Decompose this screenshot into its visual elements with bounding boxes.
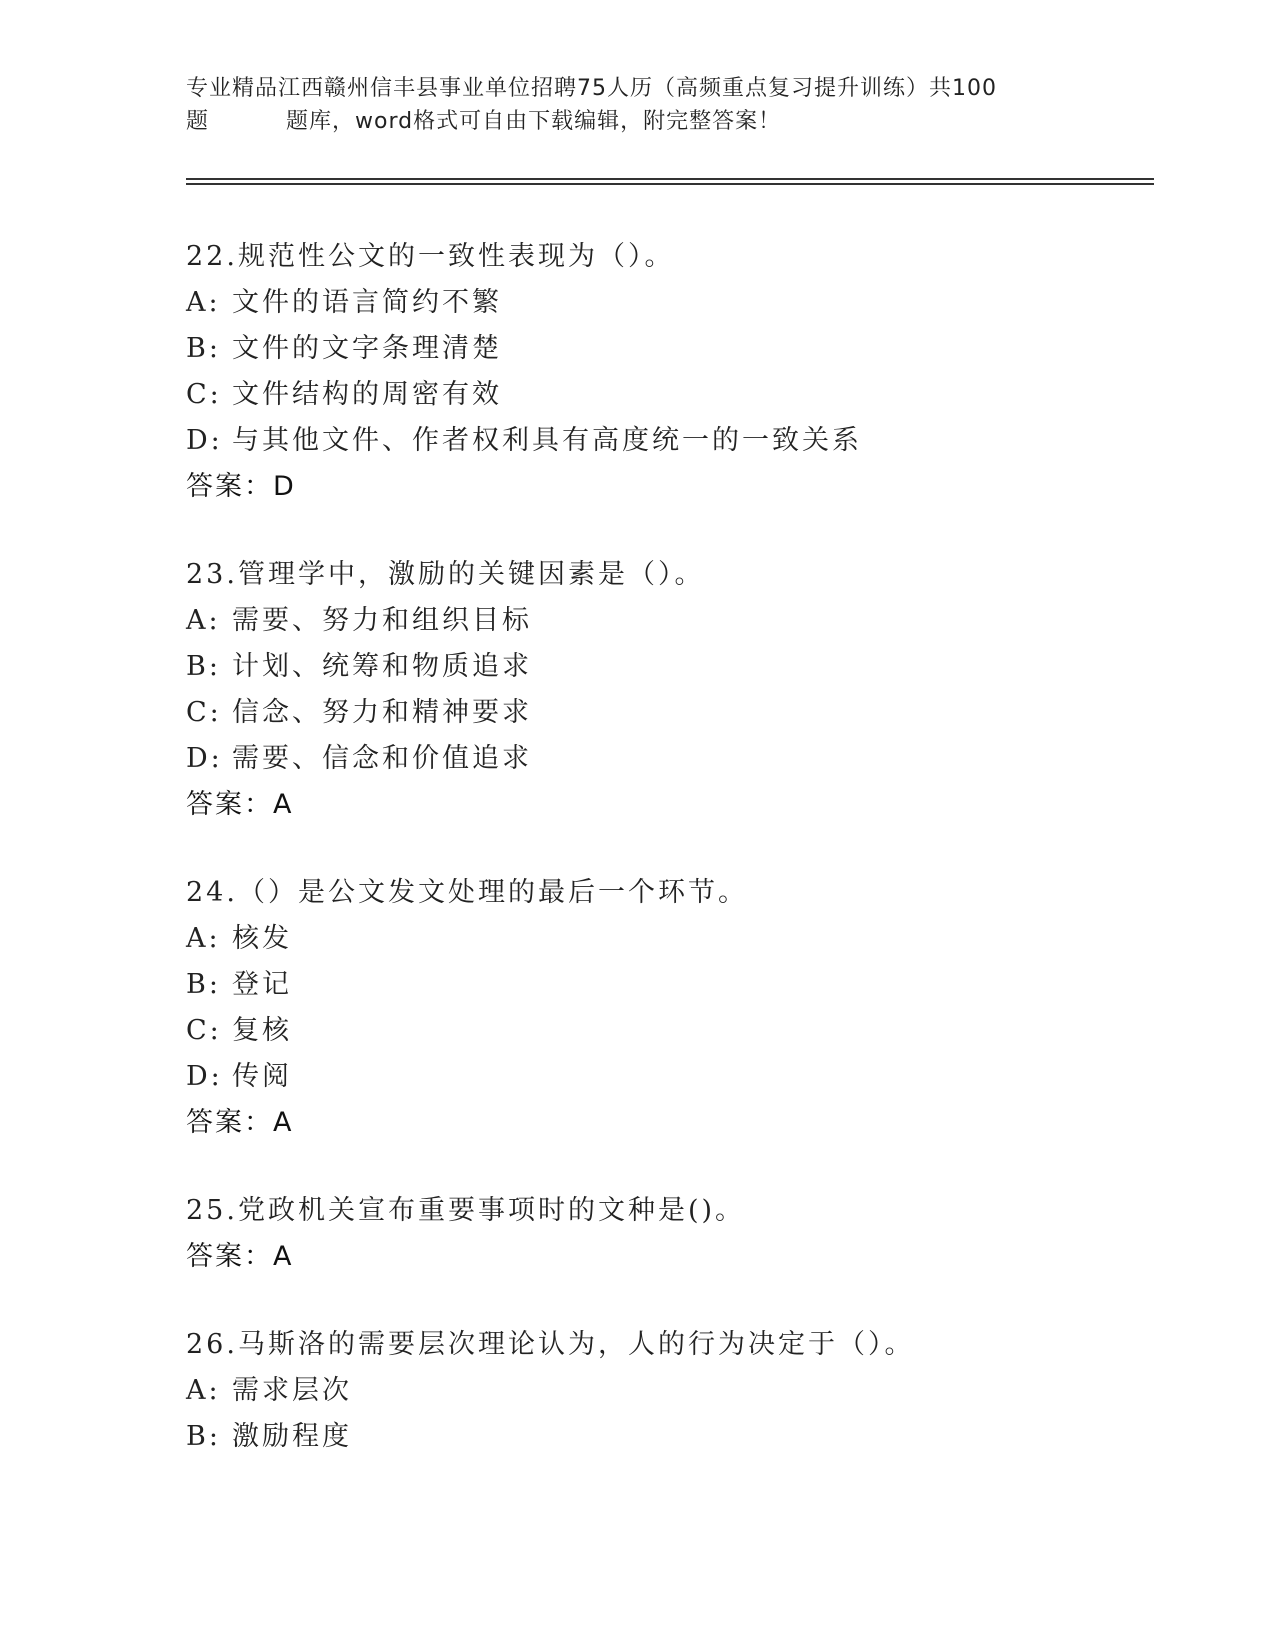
option-text: 需要、信念和价值追求 xyxy=(232,743,532,774)
option-d xyxy=(186,418,1154,464)
option-c xyxy=(186,1008,1154,1054)
option-letter: D: xyxy=(186,1061,223,1092)
header-line-1: 专业精品江西赣州信丰县事业单位招聘75人历（高频重点复习提升训练）共100 xyxy=(186,76,997,101)
option-text: 信念、努力和精神要求 xyxy=(232,697,532,728)
option-letter: C: xyxy=(186,379,222,410)
option-letter: C: xyxy=(186,697,222,728)
option-letter: D: xyxy=(186,425,223,456)
answer-label: 答案：A xyxy=(186,789,294,820)
option-text: 登记 xyxy=(232,969,292,1000)
question-25 xyxy=(186,1188,1154,1280)
option-text: 需求层次 xyxy=(232,1375,352,1406)
option-text: 传阅 xyxy=(232,1061,292,1092)
option-letter: B: xyxy=(186,333,221,364)
option-letter: A: xyxy=(186,287,221,318)
option-b xyxy=(186,326,1154,372)
option-letter: C: xyxy=(186,1015,222,1046)
option-text: 计划、统筹和物质追求 xyxy=(232,651,532,682)
question-26 xyxy=(186,1322,1154,1460)
option-text: 文件结构的周密有效 xyxy=(232,379,502,410)
answer-label: 答案：A xyxy=(186,1107,294,1138)
header-line-2-right: 题库，word格式可自由下载编辑，附完整答案！ xyxy=(286,109,782,134)
question-stem: 23.管理学中，激励的关键因素是（）。 xyxy=(186,559,705,590)
option-a xyxy=(186,1368,1154,1414)
option-d xyxy=(186,736,1154,782)
question-list xyxy=(186,234,1154,1502)
option-text: 与其他文件、作者权利具有高度统一的一致关系 xyxy=(232,425,862,456)
question-23 xyxy=(186,552,1154,828)
option-a xyxy=(186,916,1154,962)
option-a xyxy=(186,598,1154,644)
question-stem: 22.规范性公文的一致性表现为（）。 xyxy=(186,241,675,272)
option-d xyxy=(186,1054,1154,1100)
option-b xyxy=(186,962,1154,1008)
option-text: 文件的文字条理清楚 xyxy=(232,333,502,364)
option-text: 激励程度 xyxy=(232,1421,352,1452)
option-b xyxy=(186,1414,1154,1460)
option-letter: A: xyxy=(186,1375,221,1406)
document-header xyxy=(186,72,1086,138)
question-24 xyxy=(186,870,1154,1146)
header-divider-top xyxy=(186,178,1154,180)
question-22 xyxy=(186,234,1154,510)
option-letter: B: xyxy=(186,1421,221,1452)
option-letter: B: xyxy=(186,969,221,1000)
question-stem: 26.马斯洛的需要层次理论认为，人的行为决定于（）。 xyxy=(186,1329,915,1360)
option-a xyxy=(186,280,1154,326)
option-letter: D: xyxy=(186,743,223,774)
option-text: 核发 xyxy=(232,923,292,954)
option-text: 需要、努力和组织目标 xyxy=(232,605,532,636)
answer-label: 答案：D xyxy=(186,471,296,502)
option-b xyxy=(186,644,1154,690)
header-divider-bottom xyxy=(186,183,1154,185)
question-stem: 25.党政机关宣布重要事项时的文种是()。 xyxy=(186,1195,746,1226)
option-text: 复核 xyxy=(232,1015,292,1046)
option-letter: A: xyxy=(186,923,221,954)
option-c xyxy=(186,372,1154,418)
question-stem: 24.（）是公文发文处理的最后一个环节。 xyxy=(186,877,748,908)
option-c xyxy=(186,690,1154,736)
header-line-2-left: 题 xyxy=(186,109,210,134)
header-line-2 xyxy=(186,105,1086,138)
option-text: 文件的语言简约不繁 xyxy=(232,287,502,318)
option-letter: A: xyxy=(186,605,221,636)
option-letter: B: xyxy=(186,651,221,682)
answer-label: 答案：A xyxy=(186,1241,294,1272)
